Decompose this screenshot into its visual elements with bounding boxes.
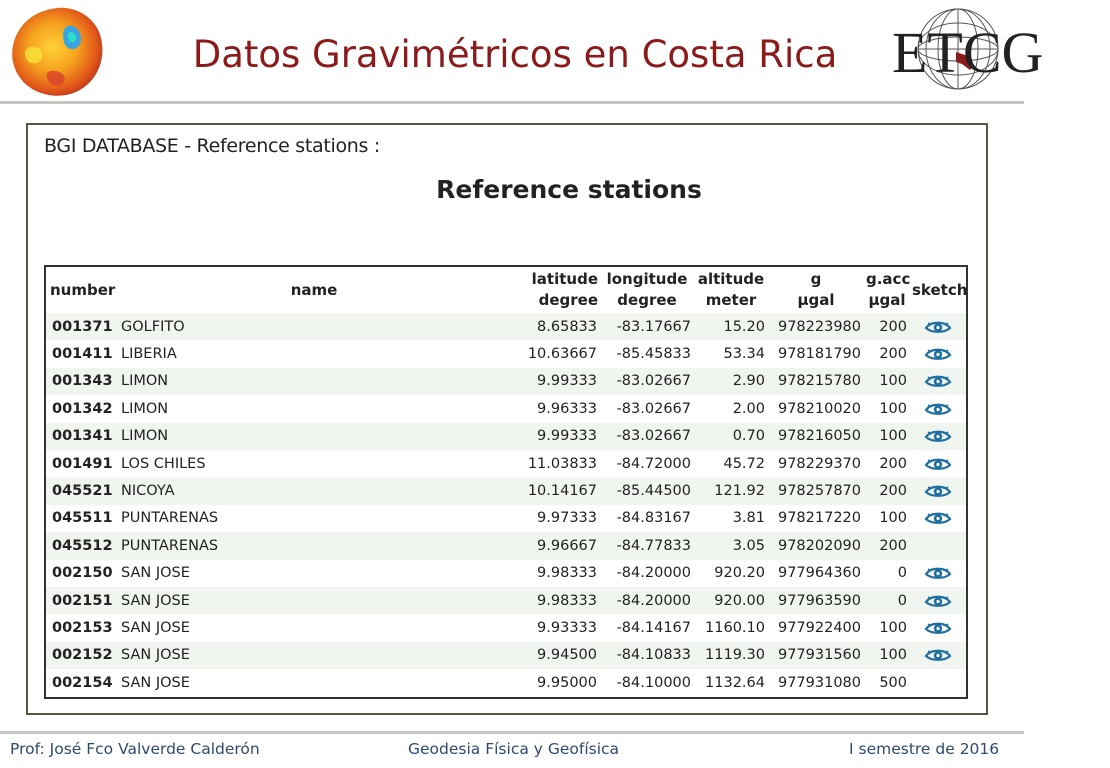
table-row [46,532,966,559]
station-altitude: 2.90 [694,368,768,395]
station-name: LIMON [118,423,510,450]
table-row [46,477,966,504]
station-sketch[interactable] [910,368,966,395]
station-sketch[interactable] [910,395,966,422]
station-altitude: 920.20 [714,565,765,582]
table-row [46,587,966,614]
column-header-longitude: longitude degree [606,270,688,309]
station-gravity-accuracy: 200 [864,477,910,504]
table-header-row [46,267,966,313]
station-gravity-accuracy: 100 [879,510,907,527]
station-longitude: -84.10833 [600,642,694,669]
station-name: LIMON [118,368,510,395]
station-longitude: -85.45833 [616,346,691,363]
station-gravity: 978217220 [777,510,861,527]
footer-divider [0,731,1024,734]
station-number: 001371 [46,313,118,340]
eye-icon[interactable] [925,346,951,362]
station-gravity-accuracy: 200 [864,532,910,559]
station-gravity: 978202090 [768,532,864,559]
station-gravity-accuracy: 200 [879,346,907,363]
station-name: LIMON [121,400,169,417]
station-name: NICOYA [118,477,510,504]
station-gravity: 977931560 [768,642,864,669]
eye-icon[interactable] [925,428,951,444]
station-gravity-accuracy: 200 [864,313,910,340]
table-row [46,505,966,532]
station-sketch[interactable] [910,560,966,587]
station-latitude: 9.98333 [537,565,597,582]
bgi-database-panel [26,123,988,715]
station-latitude: 8.65833 [510,313,600,340]
eye-icon[interactable] [925,647,951,663]
station-name: LIBERIA [121,346,177,363]
station-number: 045512 [46,532,118,559]
table-body [46,313,966,696]
station-latitude: 9.99333 [510,423,600,450]
station-number: 045521 [46,477,118,504]
eye-icon[interactable] [925,373,951,389]
station-name: SAN JOSE [118,642,510,669]
station-latitude: 9.97333 [537,510,597,527]
station-gravity-accuracy: 100 [879,619,907,636]
station-latitude: 11.03833 [527,455,597,472]
station-number: 001341 [46,423,118,450]
eye-icon[interactable] [925,401,951,417]
station-latitude: 9.96333 [537,400,597,417]
station-latitude: 9.98333 [510,587,600,614]
station-name: PUNTARENAS [118,532,510,559]
station-number: 045511 [52,510,113,527]
station-longitude: -84.20000 [616,565,691,582]
station-sketch[interactable] [910,505,966,532]
station-name: PUNTARENAS [121,510,219,527]
station-number: 001342 [52,400,113,417]
station-sketch[interactable] [910,423,966,450]
station-longitude: -84.72000 [616,455,691,472]
station-gravity: 978210020 [777,400,861,417]
table-row [46,450,966,477]
station-altitude: 0.70 [694,423,768,450]
stations-table-frame [44,265,968,699]
table-row [46,340,966,367]
station-longitude: -83.02667 [600,423,694,450]
table-row [46,395,966,422]
station-gravity-accuracy: 100 [864,642,910,669]
station-longitude: -84.10000 [616,674,691,691]
station-name: SAN JOSE [121,565,190,582]
station-gravity: 978215780 [768,368,864,395]
table-heading: Reference stations [436,175,702,204]
station-gravity: 978181790 [777,346,861,363]
station-altitude: 3.81 [732,510,765,527]
column-header-number: number [50,280,116,299]
etcg-logo [888,6,1044,92]
station-number: 001343 [46,368,118,395]
column-header-sketch: sketch [912,280,968,299]
station-gravity: 977963590 [768,587,864,614]
station-sketch[interactable] [910,450,966,477]
station-gravity-accuracy: 500 [879,674,907,691]
station-gravity: 977964360 [777,565,861,582]
station-number: 002152 [46,642,118,669]
reference-stations-table [46,267,966,696]
station-gravity: 978216050 [768,423,864,450]
station-latitude: 10.63667 [527,346,597,363]
station-sketch [910,532,966,559]
station-name: SAN JOSE [121,674,190,691]
station-sketch[interactable] [910,313,966,340]
station-latitude: 9.99333 [510,368,600,395]
geoid-image [8,4,106,99]
table-row [46,423,966,450]
eye-icon[interactable] [925,456,951,472]
station-altitude: 121.92 [694,477,768,504]
footer-course: Geodesia Física y Geofísica [408,740,620,758]
station-altitude: 920.00 [694,587,768,614]
station-name: SAN JOSE [121,619,190,636]
station-latitude: 9.93333 [537,619,597,636]
station-gravity: 978257870 [768,477,864,504]
footer-term: I semestre de 2016 [849,740,1000,758]
eye-icon[interactable] [925,483,951,499]
station-number: 001491 [52,455,113,472]
station-gravity: 977922400 [777,619,861,636]
station-altitude: 53.34 [723,346,765,363]
station-gravity: 977931080 [777,674,861,691]
station-sketch[interactable] [910,642,966,669]
station-number: 002153 [52,619,113,636]
table-row [46,614,966,641]
station-latitude: 10.14167 [510,477,600,504]
station-altitude: 3.05 [694,532,768,559]
station-altitude: 1132.64 [705,674,765,691]
station-gravity: 978229370 [777,455,861,472]
station-gravity-accuracy: 100 [864,368,910,395]
station-sketch[interactable] [910,340,966,367]
column-header-altitude: altitude meter [697,270,765,309]
station-name: LOS CHILES [121,455,206,472]
station-longitude: -83.17667 [600,313,694,340]
table-row [46,642,966,669]
logo-text: ETCG [892,20,1044,85]
table-row [46,313,966,340]
eye-icon[interactable] [925,620,951,636]
station-longitude: -83.02667 [616,400,691,417]
station-altitude: 15.20 [694,313,768,340]
station-longitude: -85.44500 [600,477,694,504]
eye-icon[interactable] [925,565,951,581]
column-header-g: g µgal [797,270,835,309]
table-row [46,560,966,587]
station-latitude: 9.96667 [510,532,600,559]
station-gravity-accuracy: 100 [879,400,907,417]
station-sketch[interactable] [910,587,966,614]
station-longitude: -84.83167 [616,510,691,527]
station-number: 002151 [46,587,118,614]
station-name: SAN JOSE [118,587,510,614]
station-longitude: -84.20000 [600,587,694,614]
eye-icon[interactable] [925,593,951,609]
footer-author: Prof: José Fco Valverde Calderón [10,740,260,758]
table-row [46,368,966,395]
station-name: GOLFITO [118,313,510,340]
station-gravity-accuracy: 100 [864,423,910,450]
column-header-latitude: latitude degree [531,270,598,309]
slide-title: Datos Gravimétricos en Costa Rica [192,33,838,76]
station-longitude: -84.77833 [600,532,694,559]
station-longitude: -83.02667 [600,368,694,395]
station-altitude: 2.00 [732,400,765,417]
header-divider [0,101,1024,104]
station-gravity-accuracy: 200 [879,455,907,472]
station-latitude: 9.95000 [537,674,597,691]
station-gravity-accuracy: 0 [864,587,910,614]
eye-icon[interactable] [925,319,951,335]
station-number: 001411 [52,346,113,363]
station-gravity: 978223980 [768,313,864,340]
station-latitude: 9.94500 [510,642,600,669]
station-number: 002154 [52,674,113,691]
database-title: BGI DATABASE - Reference stations : [44,135,380,157]
station-number: 002150 [52,565,113,582]
station-longitude: -84.14167 [616,619,691,636]
column-header-g-acc: g.acc µgal [866,270,911,309]
station-altitude: 1119.30 [694,642,768,669]
station-sketch[interactable] [910,477,966,504]
eye-icon[interactable] [925,510,951,526]
station-altitude: 1160.10 [705,619,765,636]
station-sketch[interactable] [910,614,966,641]
station-gravity-accuracy: 0 [897,565,907,582]
station-altitude: 45.72 [723,455,765,472]
column-header-name: name [290,280,338,299]
station-sketch [910,669,966,696]
table-row [46,669,966,696]
